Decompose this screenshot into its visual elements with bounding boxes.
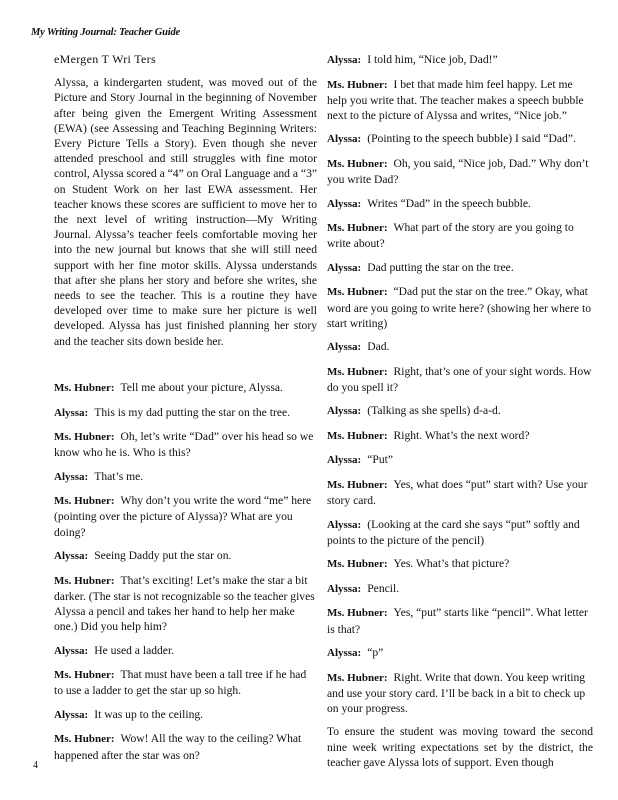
dialogue-text: Dad. bbox=[367, 340, 390, 354]
dialogue-text: He used a ladder. bbox=[94, 643, 175, 657]
speaker-label: Ms. Hubner: bbox=[54, 574, 115, 587]
speaker-label: Ms. Hubner: bbox=[327, 365, 388, 378]
dialogue-text: Tell me about your picture, Alyssa. bbox=[120, 381, 283, 394]
right-column bbox=[327, 52, 593, 770]
dialogue-line bbox=[327, 260, 593, 276]
speaker-label: Alyssa: bbox=[54, 406, 89, 419]
dialogue-text: Oh, let’s write “Dad” over his head so we know who he is. Who is this? bbox=[54, 430, 314, 460]
dialogue-line bbox=[327, 52, 593, 68]
dialogue-text: That’s me. bbox=[94, 469, 144, 483]
dialogue-text: “Put” bbox=[367, 453, 393, 467]
left-dialogue bbox=[54, 380, 317, 771]
section-title: eMergen T Wri Ters bbox=[54, 52, 156, 66]
speaker-label: Alyssa: bbox=[327, 454, 362, 467]
dialogue-line bbox=[327, 220, 593, 251]
dialogue-text: Yes. What’s that picture? bbox=[393, 557, 510, 571]
dialogue-text: (Pointing to the speech bubble) I said “Dad”. bbox=[367, 132, 576, 146]
page-number: 4 bbox=[33, 760, 38, 771]
speaker-label: Ms. Hubner: bbox=[327, 157, 388, 170]
dialogue-line bbox=[327, 284, 593, 331]
speaker-label: Ms. Hubner: bbox=[327, 558, 388, 571]
speaker-label: Ms. Hubner: bbox=[327, 222, 388, 235]
speaker-label: Alyssa: bbox=[327, 197, 362, 210]
dialogue-line bbox=[54, 573, 317, 635]
speaker-label: Ms. Hubner: bbox=[54, 431, 115, 443]
dialogue-text: Seeing Daddy put the star on. bbox=[94, 549, 232, 563]
dialogue-text: Right. What’s the next word? bbox=[393, 428, 530, 442]
speaker-label: Ms. Hubner: bbox=[327, 671, 388, 684]
dialogue-line bbox=[54, 405, 317, 421]
speaker-label: Alyssa: bbox=[327, 133, 362, 146]
dialogue-text: (Talking as she spells) d-a-d. bbox=[367, 404, 501, 418]
dialogue-text: I told him, “Nice job, Dad!” bbox=[367, 53, 498, 66]
dialogue-text: Right. Write that down. You keep writing and use your story card. I’ll be back in a bit to check up on your progress. bbox=[327, 670, 586, 715]
dialogue-text: “Dad put the star on the tree.” Okay, what word are you going to write here? (showing her where to start writing) bbox=[327, 285, 591, 330]
dialogue-line bbox=[327, 581, 593, 597]
dialogue-line bbox=[327, 364, 593, 395]
speaker-label: Alyssa: bbox=[54, 550, 89, 563]
dialogue-text: Right, that’s one of your sight words. How do you spell it? bbox=[327, 364, 592, 394]
dialogue-line bbox=[327, 131, 593, 147]
speaker-label: Ms. Hubner: bbox=[327, 607, 388, 620]
closing-paragraph: To ensure the student was moving toward the second nine week writing expectations set by the district, the teacher gave Alyssa lots of support. Even though bbox=[327, 725, 593, 769]
dialogue-line bbox=[327, 517, 593, 548]
speaker-label: Ms. Hubner: bbox=[54, 495, 115, 508]
speaker-label: Alyssa: bbox=[327, 261, 362, 274]
dialogue-line bbox=[327, 645, 593, 661]
dialogue-text: Writes “Dad” in the speech bubble. bbox=[367, 196, 531, 210]
dialogue-text: Yes, what does “put” start with? Use your story card. bbox=[327, 477, 588, 508]
dialogue-line bbox=[327, 156, 593, 187]
left-column bbox=[54, 52, 318, 762]
dialogue-text: Wow! All the way to the ceiling? What happened after the star was on? bbox=[54, 732, 302, 762]
dialogue-text: “p” bbox=[367, 646, 384, 660]
dialogue-line bbox=[54, 731, 317, 762]
dialogue-text: I bet that made him feel happy. Let me help you write that. The teacher makes a speech bubble next to the picture of Alyssa and writes, “Nice job.” bbox=[327, 77, 584, 122]
dialogue-line bbox=[327, 556, 593, 572]
speaker-label: Alyssa: bbox=[54, 644, 89, 657]
dialogue-text: This is my dad putting the star on the tree. bbox=[94, 405, 291, 419]
speaker-label: Ms. Hubner: bbox=[54, 382, 115, 394]
dialogue-line bbox=[54, 707, 317, 723]
dialogue-line bbox=[54, 667, 317, 698]
dialogue-line bbox=[54, 380, 317, 396]
dialogue-line bbox=[54, 469, 317, 485]
speaker-label: Alyssa: bbox=[327, 647, 362, 660]
speaker-label: Alyssa: bbox=[327, 582, 362, 595]
speaker-label: Ms. Hubner: bbox=[54, 733, 115, 746]
dialogue-text: Oh, you said, “Nice job, Dad.” Why don’t you write Dad? bbox=[327, 156, 589, 187]
dialogue-line bbox=[327, 477, 593, 508]
speaker-label: Alyssa: bbox=[327, 341, 362, 354]
dialogue-text: What part of the story are you going to write about? bbox=[327, 221, 574, 251]
dialogue-line bbox=[54, 643, 317, 659]
dialogue-text: That’s exciting! Let’s make the star a bit darker. (The star is not recognizable so the teacher gives Alyssa a pencil and takes her hand to help her make one.) Did you help him? bbox=[54, 573, 315, 634]
speaker-label: Ms. Hubner: bbox=[327, 429, 388, 442]
intro-paragraph: Alyssa, a kindergarten student, was moved out of the Picture and Story Journal in the beginning of November after being given the Emergent Writing Assessment (EWA) (see Assessing and Teaching Beginning Writers: Every Picture Tells a Story). Even though she never attended preschool and still struggles with fine motor control, Alyssa scored a “4” on Oral Language and a “3” on Student Work on her last EWA assessment. Her teacher knows these scores are sufficient to move her to the next level of writing instruction—My Writing Journal. Alyssa’s teacher feels comfortable moving her into the new journal but knows that she will still need support with her fine motor skills. Alyssa understands that after she plans her story and before she writes, she needs to see the teacher. This is a routine they have developed over time to make sure her picture is well developed. Alyssa has just finished planning her story and the teacher sits down beside her. bbox=[54, 76, 318, 348]
speaker-label: Ms. Hubner: bbox=[54, 669, 115, 682]
dialogue-line bbox=[54, 548, 317, 564]
speaker-label: Alyssa: bbox=[327, 54, 362, 66]
speaker-label: Alyssa: bbox=[327, 405, 362, 418]
dialogue-line bbox=[327, 77, 593, 124]
dialogue-line bbox=[327, 403, 593, 419]
dialogue-line bbox=[327, 452, 593, 468]
dialogue-text: Yes, “put” starts like “pencil”. What letter is that? bbox=[327, 606, 588, 636]
dialogue-text: Why don’t you write the word “me” here (pointing over the picture of Alyssa)? What are you doing? bbox=[54, 494, 312, 539]
dialogue-text: Dad putting the star on the tree. bbox=[367, 260, 514, 274]
running-header: My Writing Journal: Teacher Guide bbox=[31, 27, 180, 38]
dialogue-line bbox=[54, 429, 317, 460]
dialogue-text: (Looking at the card she says “put” softly and points to the picture of the pencil) bbox=[327, 517, 580, 547]
speaker-label: Ms. Hubner: bbox=[327, 478, 388, 491]
dialogue-text: That must have been a tall tree if he had to use a ladder to get the star up so high. bbox=[54, 668, 307, 698]
dialogue-line bbox=[327, 670, 593, 717]
speaker-label: Alyssa: bbox=[54, 470, 89, 483]
speaker-label: Alyssa: bbox=[54, 708, 89, 721]
dialogue-line bbox=[327, 428, 593, 444]
speaker-label: Ms. Hubner: bbox=[327, 286, 388, 299]
speaker-label: Ms. Hubner: bbox=[327, 78, 388, 91]
dialogue-line bbox=[327, 339, 593, 355]
dialogue-text: It was up to the ceiling. bbox=[94, 707, 204, 721]
dialogue-line bbox=[327, 196, 593, 212]
dialogue-line bbox=[54, 493, 317, 540]
dialogue-line bbox=[327, 605, 593, 636]
dialogue-text: Pencil. bbox=[367, 581, 400, 595]
speaker-label: Alyssa: bbox=[327, 518, 362, 531]
